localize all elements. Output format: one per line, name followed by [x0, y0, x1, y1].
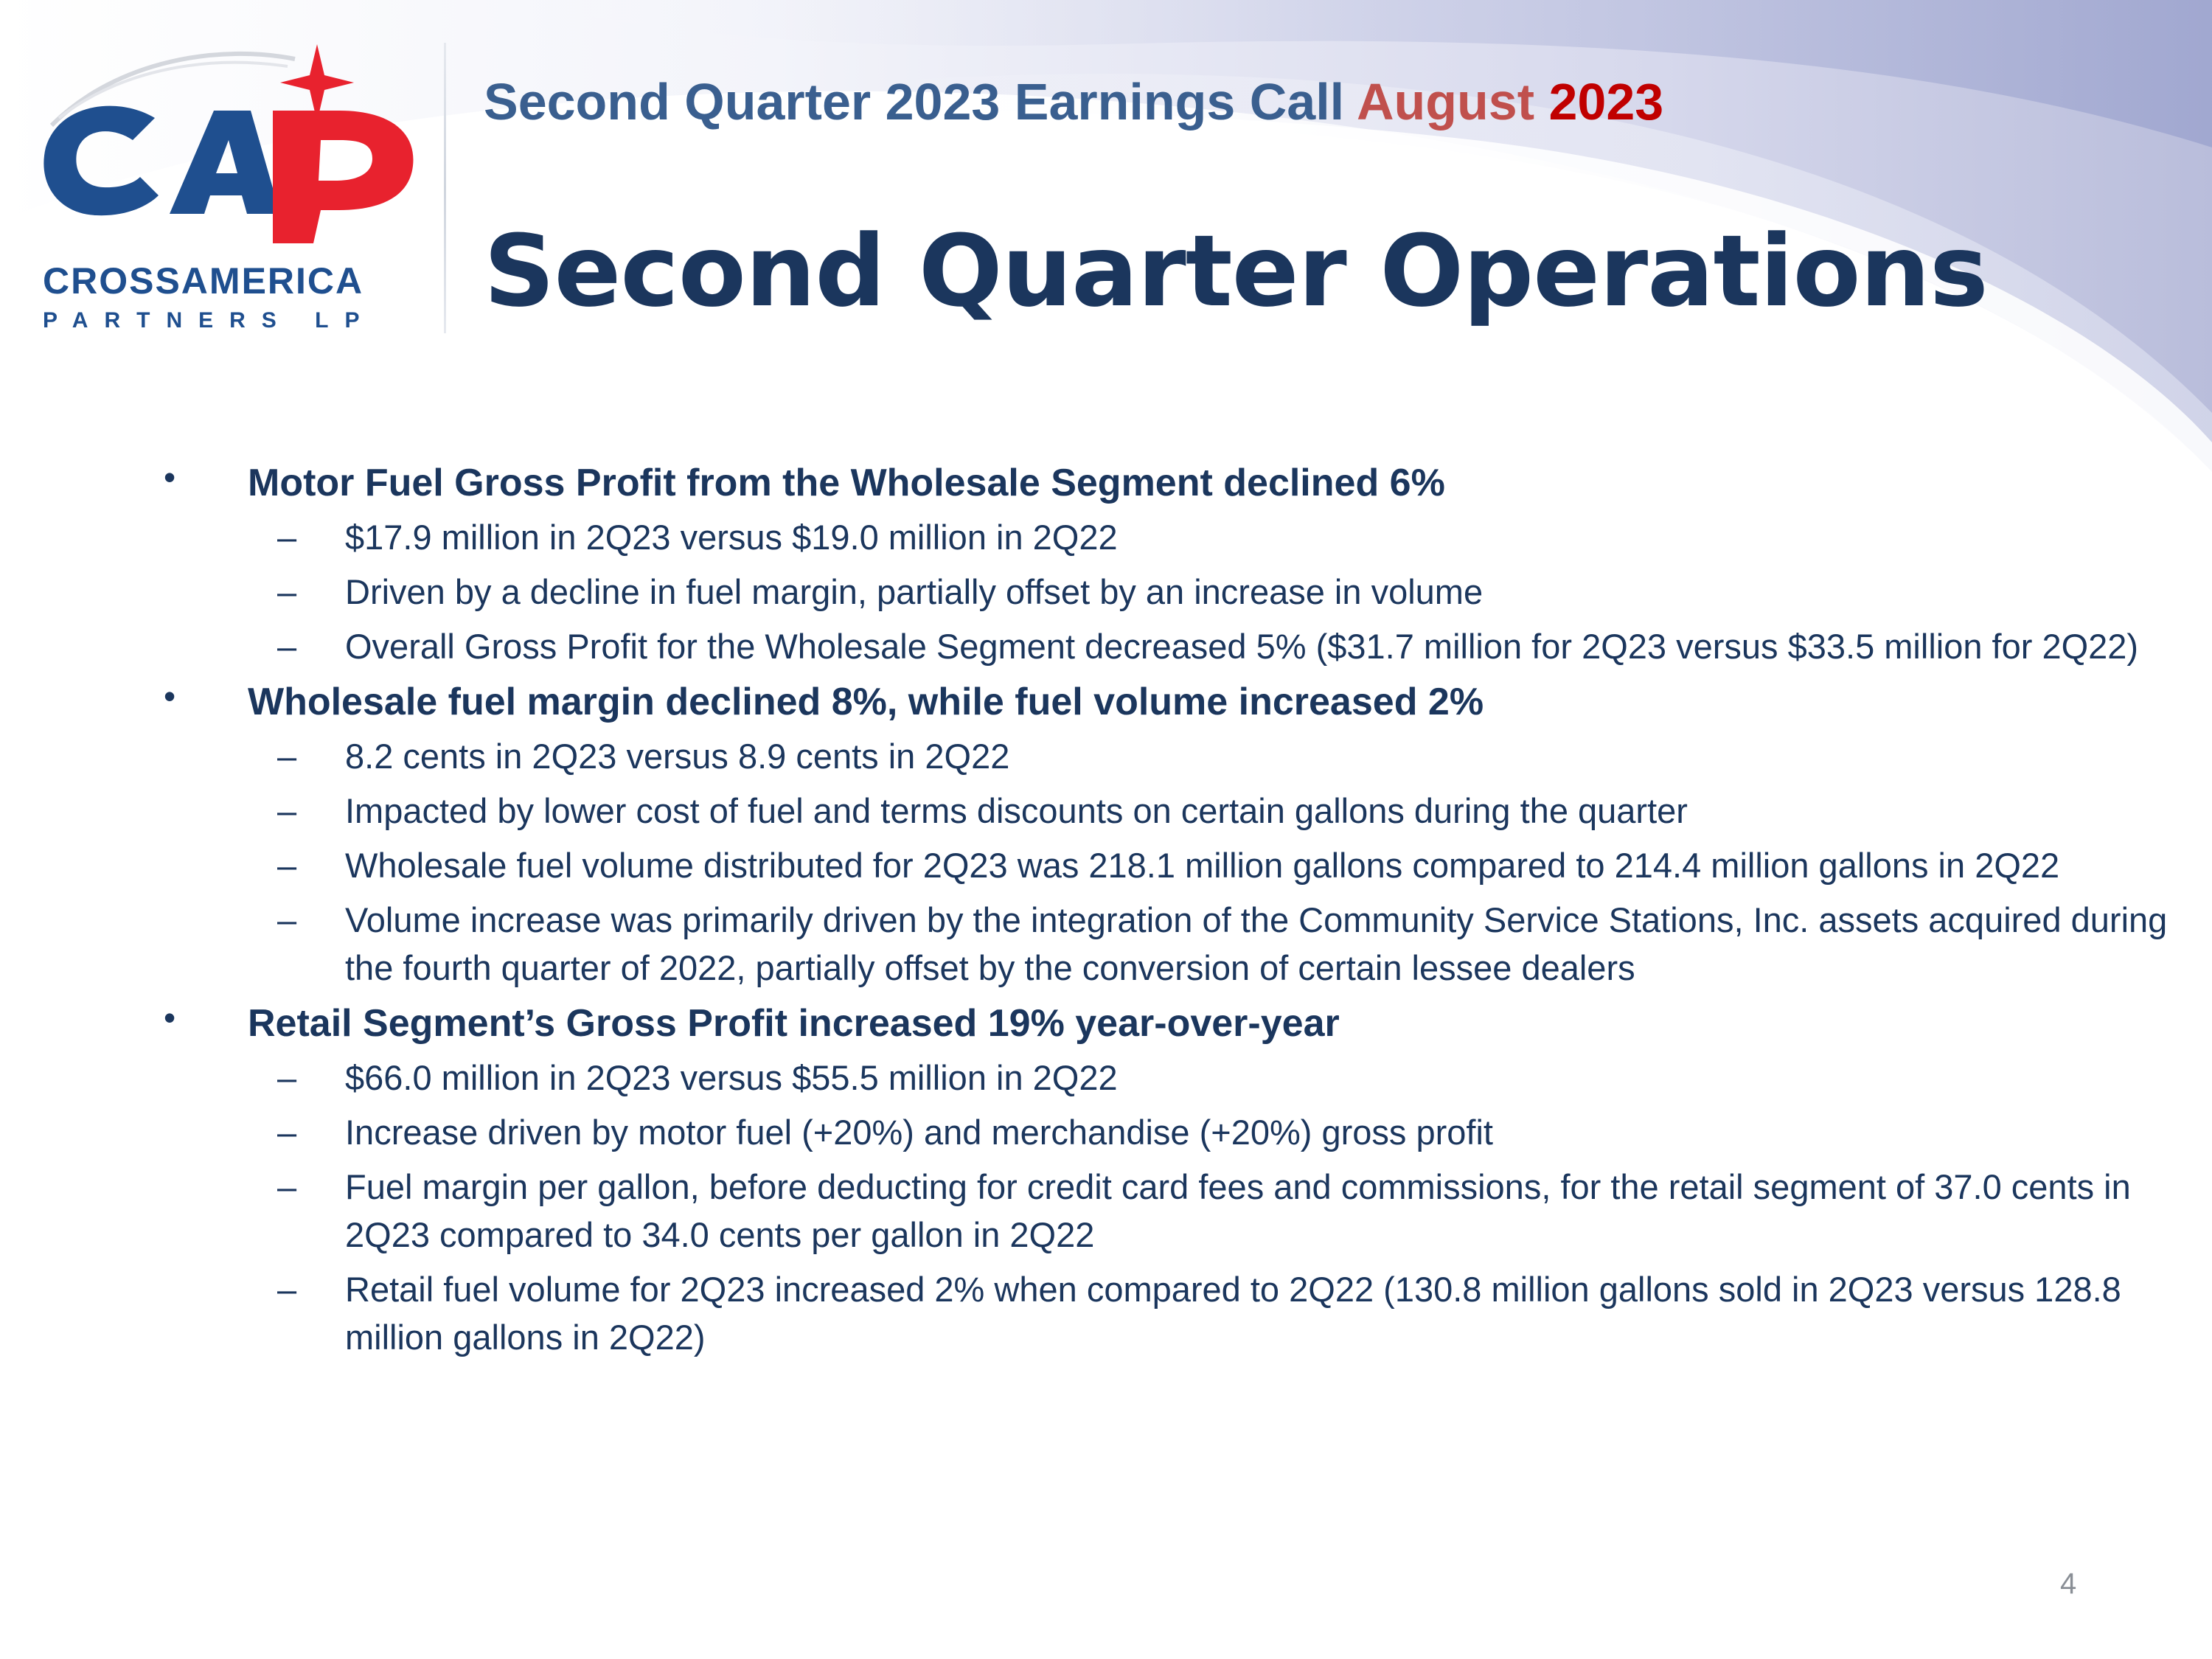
logo-brand-name: CROSSAMERICA	[43, 260, 364, 302]
dash-marker: –	[277, 572, 297, 611]
bullet-heading: Motor Fuel Gross Profit from the Wholesale Segment declined 6%	[248, 462, 1445, 504]
sub-bullet-item	[277, 513, 2168, 561]
sub-bullet-text: Wholesale fuel volume distributed for 2Q23 was 218.1 million gallons compared to 214.4 million gallons in 2Q22	[345, 846, 2060, 885]
logo-divider	[444, 43, 446, 333]
sub-bullet-item	[277, 787, 2168, 835]
sub-bullet-item	[277, 1108, 2168, 1156]
logo-brand-subname: PARTNERS LP	[43, 308, 376, 333]
sub-bullet-item	[277, 1265, 2168, 1361]
sub-bullet-text: Volume increase was primarily driven by the integration of the Community Service Stations, Inc. assets acquired during the fourth quarter of 2022, partially offset by the conversion of certain lessee dealers	[345, 900, 2168, 987]
bullet-item	[164, 996, 2168, 1051]
dash-marker: –	[277, 1270, 297, 1309]
sub-bullet-text: 8.2 cents in 2Q23 versus 8.9 cents in 2Q22	[345, 737, 1010, 776]
header-prefix: Second Quarter 2023 Earnings Call	[484, 73, 1357, 131]
sub-bullet-item	[277, 841, 2168, 889]
header-year: 2023	[1548, 73, 1664, 131]
dash-marker: –	[277, 1058, 297, 1097]
sub-bullet-text: Retail fuel volume for 2Q23 increased 2% when compared to 2Q22 (130.8 million gallons sold in 2Q23 versus 128.8 million gallons in 2Q22)	[345, 1270, 2121, 1357]
dash-marker: –	[277, 627, 297, 666]
header-month: August	[1356, 73, 1549, 131]
sub-bullet-item	[277, 1163, 2168, 1259]
bullet-heading: Wholesale fuel margin declined 8%, while fuel volume increased 2%	[248, 681, 1484, 723]
sub-bullet-item	[277, 896, 2168, 992]
bullet-item	[164, 675, 2168, 729]
slide-title: Second Quarter Operations	[484, 214, 1988, 329]
earnings-call-header	[484, 72, 1663, 131]
sub-bullet-item	[277, 1054, 2168, 1102]
bullet-heading: Retail Segment’s Gross Profit increased 19% year-over-year	[248, 1002, 1340, 1045]
sub-bullet-item	[277, 732, 2168, 780]
bullet-marker: •	[164, 458, 176, 496]
sub-bullet-text: $17.9 million in 2Q23 versus $19.0 million in 2Q22	[345, 518, 1118, 557]
dash-marker: –	[277, 518, 297, 557]
sub-bullet-item	[277, 568, 2168, 616]
dash-marker: –	[277, 737, 297, 776]
sub-bullet-text: Driven by a decline in fuel margin, partially offset by an increase in volume	[345, 572, 1484, 611]
sub-bullet-text: Impacted by lower cost of fuel and terms discounts on certain gallons during the quarter	[345, 791, 1688, 830]
bullet-marker: •	[164, 677, 176, 715]
page-number: 4	[2060, 1568, 2077, 1600]
bullet-item	[164, 456, 2168, 510]
dash-marker: –	[277, 791, 297, 830]
dash-marker: –	[277, 846, 297, 885]
sub-bullet-item	[277, 622, 2168, 670]
bullet-list	[0, 456, 2212, 1361]
bullet-marker: •	[164, 998, 176, 1037]
dash-marker: –	[277, 1113, 297, 1152]
dash-marker: –	[277, 1167, 297, 1206]
sub-bullet-text: $66.0 million in 2Q23 versus $55.5 million in 2Q22	[345, 1058, 1118, 1097]
sub-bullet-text: Increase driven by motor fuel (+20%) and merchandise (+20%) gross profit	[345, 1113, 1493, 1152]
sub-bullet-text: Fuel margin per gallon, before deducting for credit card fees and commissions, for the retail segment of 37.0 cents in 2Q23 compared to 34.0 cents per gallon in 2Q22	[345, 1167, 2131, 1254]
dash-marker: –	[277, 900, 297, 939]
sub-bullet-text: Overall Gross Profit for the Wholesale Segment decreased 5% ($31.7 million for 2Q23 versus $33.5 million for 2Q22)	[345, 627, 2139, 666]
